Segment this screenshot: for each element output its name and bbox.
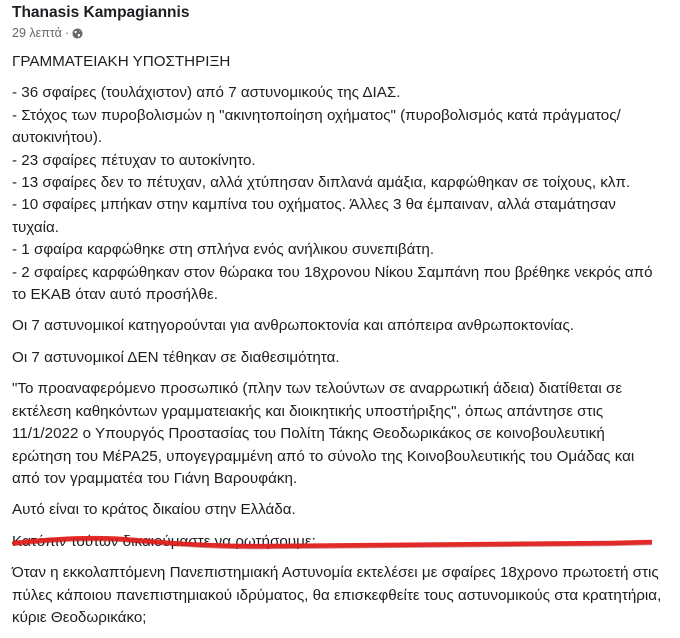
post-body [12, 51, 662, 638]
globe-icon[interactable] [72, 28, 83, 39]
post-author-name[interactable]: Thanasis Kampagiannis [12, 4, 190, 21]
post-paragraph-quote: "Το προαναφερόμενο προσωπικό (πλην των τελούντων σε αναρρωτική άδεια) διατίθεται σε εκτέλεση καθηκόντων γραμματειακής και διοικητικής υποστήριξης", όπως απάντησε στις 11/1/2022 ο Υπουργός Προστασίας του Πολίτη Τάκης Θεοδωρικάκος σε κοινοβουλευτική ερώτηση του ΜέΡΑ25, υπογεγραμμένη από το σύνολο της Κοινοβουλευτικής του Ομάδας και από τον γραμματέα του Γιάνη Βαρουφάκη. [12, 380, 635, 487]
fact-line: - 1 σφαίρα καρφώθηκε στη σπλήνα ενός ανήλικου συνεπιβάτη. [12, 241, 435, 259]
fact-line: - 10 σφαίρες μπήκαν στην καμπίνα του οχήματος. Άλλες 3 θα έμπαιναν, αλλά σταμάτησαν τυχαία. [12, 196, 616, 236]
fact-line: - 2 σφαίρες καρφώθηκαν στον θώρακα του 18χρονου Νίκου Σαμπάνη που βρέθηκε νεκρός από το ΕΚΑΒ όταν αυτό προσήλθε. [12, 263, 653, 304]
post-paragraph-rule-of-law: Αυτό είναι το κράτος δικαίου στην Ελλάδα. [12, 501, 296, 519]
post-heading: ΓΡΑΜΜΑΤΕΙΑΚΗ ΥΠΟΣΤΗΡΙΞΗ [12, 53, 231, 70]
post-paragraph-question: Όταν η εκκολαπτόμενη Πανεπιστημιακή Αστυνομία εκτελέσει με σφαίρες 18χρονο πρωτοετή στις πύλες κάποιου πανεπιστημιακού ιδρύματος, θα επισκεφθείτε τους αστυνομικούς στα κρατητήρια, κύριε Θεοδωρικάκο; [12, 564, 662, 626]
meta-separator: · [64, 26, 69, 40]
post-paragraph-charges: Οι 7 αστυνομικοί κατηγορούνται για ανθρωποκτονία και απόπειρα ανθρωποκτονίας. [12, 317, 574, 335]
post-paragraph-question-intro: Κατόπιν τούτων δικαιούμαστε να ρωτήσουμε: [12, 532, 316, 550]
post-timestamp[interactable]: 29 λεπτά [12, 26, 62, 40]
post-paragraph-status: Οι 7 αστυνομικοί ΔΕΝ τέθηκαν σε διαθεσιμότητα. [12, 348, 340, 366]
fact-line: - 36 σφαίρες (τουλάχιστον) από 7 αστυνομικούς της ΔΙΑΣ. [12, 84, 401, 102]
fact-line: - 23 σφαίρες πέτυχαν το αυτοκίνητο. [12, 151, 256, 169]
post-paragraph-facts [12, 82, 662, 306]
fact-line: - 13 σφαίρες δεν το πέτυχαν, αλλά χτύπησαν διπλανά αμάξια, καρφώθηκαν σε τοίχους, κλπ. [12, 174, 631, 192]
fact-line: - Στόχος των πυροβολισμών η "ακινητοποίηση οχήματος" (πυροβολισμός κατά πράγματος/αυτοκινήτου). [12, 106, 621, 147]
post-meta [12, 26, 83, 40]
